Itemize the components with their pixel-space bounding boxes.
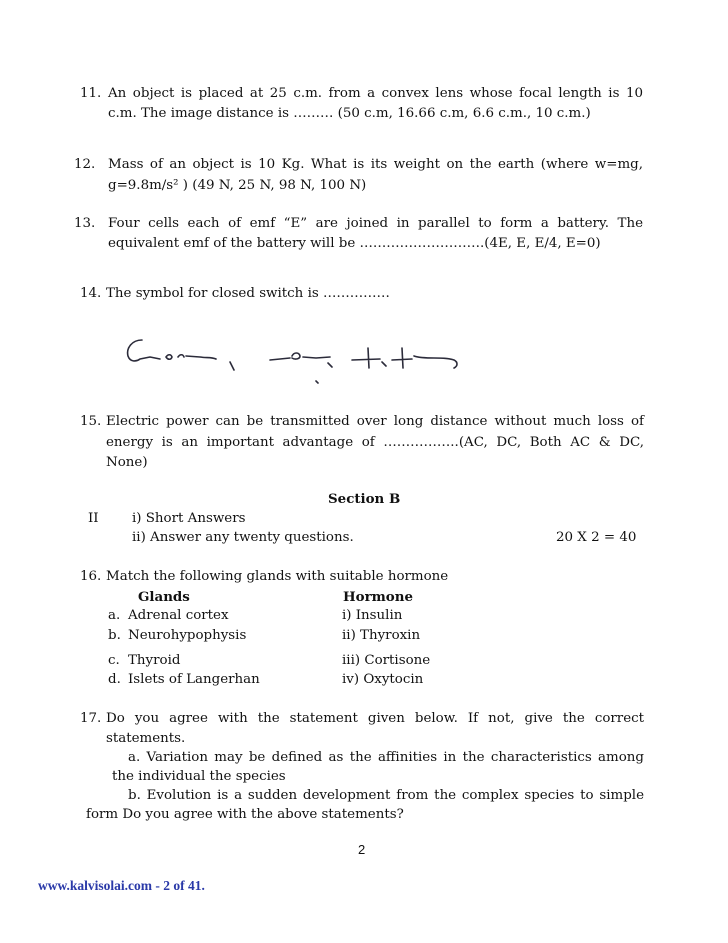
- q15-line2: energy is an important advantage of ……………..(AC, DC, Both AC & DC,: [106, 435, 644, 450]
- match-row-b-gland: Neurohypophysis: [128, 628, 247, 643]
- match-row-c-letter: c.: [108, 653, 120, 668]
- handwritten-switch-symbols: [120, 326, 490, 386]
- match-row-c-hormone: iii) Cortisone: [342, 653, 431, 668]
- q12-number: 12.: [74, 157, 96, 172]
- q15-line1: Electric power can be transmitted over long distance without much loss of: [106, 414, 644, 429]
- section-line2: ii) Answer any twenty questions.: [132, 530, 354, 545]
- q17-number: 17.: [80, 711, 102, 726]
- q11-line2: c.m. The image distance is ……… (50 c.m, 16.66 c.m, 6.6 c.m., 10 c.m.): [108, 106, 591, 121]
- section-marks: 20 X 2 = 40: [556, 530, 637, 545]
- match-row-a-gland: Adrenal cortex: [128, 608, 229, 623]
- q17-line5: b. Evolution is a sudden development from the complex species to simple: [128, 788, 644, 803]
- q16-line1: Match the following glands with suitable hormone: [106, 569, 449, 584]
- q13-line1: Four cells each of emf “E” are joined in parallel to form a battery. The: [108, 216, 643, 231]
- match-row-c-gland: Thyroid: [128, 653, 181, 668]
- page-number: 2: [358, 842, 366, 857]
- section-title: Section B: [328, 491, 401, 507]
- q17-line3: a. Variation may be defined as the affinities in the characteristics among: [128, 750, 644, 765]
- q12-line2: g=9.8m/s² ) (49 N, 25 N, 98 N, 100 N): [108, 178, 367, 193]
- glands-header: Glands: [138, 589, 190, 605]
- q16-number: 16.: [80, 569, 102, 584]
- q15-line3: None): [106, 455, 148, 470]
- match-row-b-hormone: ii) Thyroxin: [342, 628, 421, 643]
- q17-line1: Do you agree with the statement given below. If not, give the correct: [106, 711, 644, 726]
- q17-line4: the individual the species: [112, 769, 286, 784]
- q17-line2: statements.: [106, 731, 186, 746]
- hormone-header: Hormone: [343, 589, 413, 605]
- match-row-a-hormone: i) Insulin: [342, 608, 403, 623]
- match-row-d-hormone: iv) Oxytocin: [342, 672, 424, 687]
- q11-line1: An object is placed at 25 c.m. from a convex lens whose focal length is 10: [108, 86, 643, 101]
- match-row-b-letter: b.: [108, 628, 121, 643]
- q14-line1: The symbol for closed switch is ……………: [106, 286, 390, 301]
- footer-website-link[interactable]: www.kalvisolai.com - 2 of 41.: [38, 878, 205, 893]
- section-roman-numeral: II: [88, 511, 99, 526]
- q12-line1: Mass of an object is 10 Kg. What is its weight on the earth (where w=mg,: [108, 157, 643, 172]
- q15-number: 15.: [80, 414, 102, 429]
- q17-line6: form Do you agree with the above statements?: [86, 807, 404, 822]
- q13-number: 13.: [74, 216, 96, 231]
- q13-line2: equivalent emf of the battery will be ……………………….(4E, E, E/4, E=0): [108, 236, 601, 251]
- match-row-d-gland: Islets of Langerhan: [128, 672, 260, 687]
- match-row-a-letter: a.: [108, 608, 121, 623]
- q11-number: 11.: [80, 86, 102, 101]
- match-row-d-letter: d.: [108, 672, 121, 687]
- section-line1: i) Short Answers: [132, 511, 246, 526]
- q14-number: 14.: [80, 286, 102, 301]
